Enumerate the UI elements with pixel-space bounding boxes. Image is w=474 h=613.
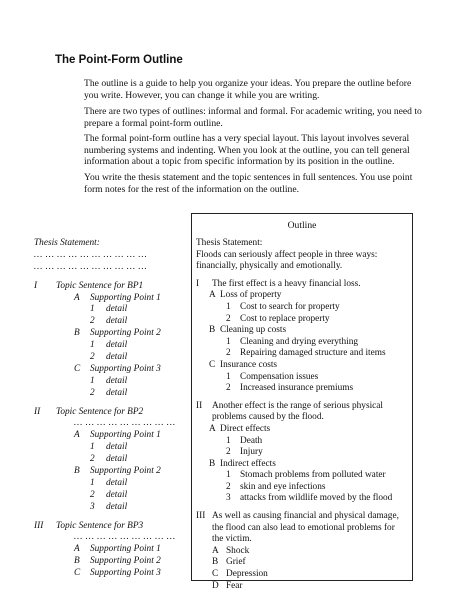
bp1-sp-b-detail: 2 detail: [90, 352, 128, 363]
example-bp1-detail: 2 Increased insurance premiums: [226, 383, 354, 394]
bp3-sp-b: B Supporting Point 2: [74, 556, 161, 567]
bp2-sp-b-detail: 1 detail: [90, 477, 128, 488]
example-bp1-sp-a: A Loss of property: [209, 290, 282, 301]
example-bp1-detail: 2 Repairing damaged structure and items: [226, 348, 386, 359]
example-bp3-topic-cont: the victim.: [212, 534, 252, 545]
example-bp2-sp-b: B Indirect effects: [209, 458, 276, 469]
bp2-sp-a-detail: 1 detail: [90, 442, 128, 453]
example-bp2-topic: II Another effect is the range of serious physical: [196, 400, 383, 411]
example-thesis-text: financially, physically and emotionally.: [196, 261, 343, 272]
example-bp3-item: B Grief: [212, 557, 246, 568]
thesis-blank-line: … … … … … … … … … …: [34, 249, 148, 260]
thesis-blank-line: … … … … … … … … … …: [34, 261, 148, 272]
bp2-blank-line: … … … … … … … … …: [74, 418, 176, 429]
bp3-sp-a: A Supporting Point 1: [74, 544, 161, 555]
example-bp2-detail: 3 attacks from wildlife moved by the flood: [226, 493, 393, 504]
example-bp2-detail: 1 Death: [226, 435, 263, 446]
intro-paragraph-4: You write the thesis statement and the topic sentences in full sentences. You use point form notes for the rest of the information on the outline.: [84, 172, 413, 195]
bp1-sp-a-detail: 1 detail: [90, 304, 128, 315]
example-bp1-sp-b: B Cleaning up costs: [209, 325, 287, 336]
example-bp2-detail: 1 Stomach problems from polluted water: [226, 470, 386, 481]
bp1-sp-a: A Supporting Point 1: [74, 292, 161, 303]
bp1-sp-b: B Supporting Point 2: [74, 328, 161, 339]
bp2-sp-b-detail: 2 detail: [90, 489, 128, 500]
bp1-sp-a-detail: 2 detail: [90, 316, 128, 327]
bp1-sp-c-detail: 2 detail: [90, 387, 128, 398]
example-bp1-detail: 1 Compensation issues: [226, 371, 319, 382]
example-bp2-topic-cont: problems caused by the flood.: [212, 412, 324, 423]
example-bp2-sp-a: A Direct effects: [209, 423, 271, 434]
bp3-sp-c: C Supporting Point 3: [74, 568, 161, 579]
bp1-sp-b-detail: 1 detail: [90, 340, 128, 351]
bp1-topic: I Topic Sentence for BP1: [34, 280, 144, 291]
example-bp1-topic: I The first effect is a heavy financial loss.: [196, 278, 361, 289]
example-thesis-label: Thesis Statement:: [196, 238, 263, 248]
bp1-sp-c-detail: 1 detail: [90, 375, 128, 386]
outline-template: [34, 238, 184, 580]
intro-paragraph-3: The formal point-form outline has a very special layout. This layout involves several numbering systems and indenting. When you look at the outline, you can tell general information about a topic from specific information by its position in the outline.: [84, 133, 410, 168]
bp2-sp-a: A Supporting Point 1: [74, 430, 161, 441]
bp2-sp-b-detail: 3 detail: [90, 501, 128, 512]
bp2-topic: II Topic Sentence for BP2: [34, 406, 144, 417]
bp2-sp-a-detail: 2 detail: [90, 454, 128, 465]
example-bp2-detail: 2 skin and eye infections: [226, 481, 326, 492]
example-bp3-item: D Fear: [212, 580, 243, 591]
bp3-blank-line: … … … … … … … … …: [74, 532, 176, 543]
bp1-sp-c: C Supporting Point 3: [74, 363, 161, 374]
intro-paragraph-1: The outline is a guide to help you organize your ideas. You prepare the outline before you write. However, you can change it while you are writing.: [84, 78, 412, 101]
example-bp1-detail: 1 Cleaning and drying everything: [226, 336, 358, 347]
example-bp2-detail: 2 Injury: [226, 447, 263, 458]
bp3-topic: III Topic Sentence for BP3: [34, 520, 144, 531]
box-title: Outline: [287, 220, 317, 231]
example-bp3-topic: III As well as causing financial and physical damage,: [196, 511, 399, 522]
example-bp3-item: A Shock: [212, 545, 250, 556]
page-title: The Point-Form Outline: [55, 54, 183, 66]
example-bp1-detail: 2 Cost to replace property: [226, 313, 330, 324]
outline-example: [196, 238, 410, 592]
example-bp3-item: C Depression: [212, 569, 268, 580]
example-bp1-detail: 1 Cost to search for property: [226, 301, 340, 312]
bp2-sp-b: B Supporting Point 2: [74, 466, 161, 477]
example-thesis-text: Floods can seriously affect people in three ways:: [196, 249, 378, 260]
example-bp1-sp-c: C Insurance costs: [209, 359, 278, 370]
intro-paragraph-2: There are two types of outlines: informal and formal. For academic writing, you need to prepare a formal point-form outline.: [84, 106, 422, 129]
example-bp3-topic-cont: the flood can also lead to emotional problems for: [212, 522, 395, 533]
thesis-label: Thesis Statement:: [34, 238, 100, 248]
